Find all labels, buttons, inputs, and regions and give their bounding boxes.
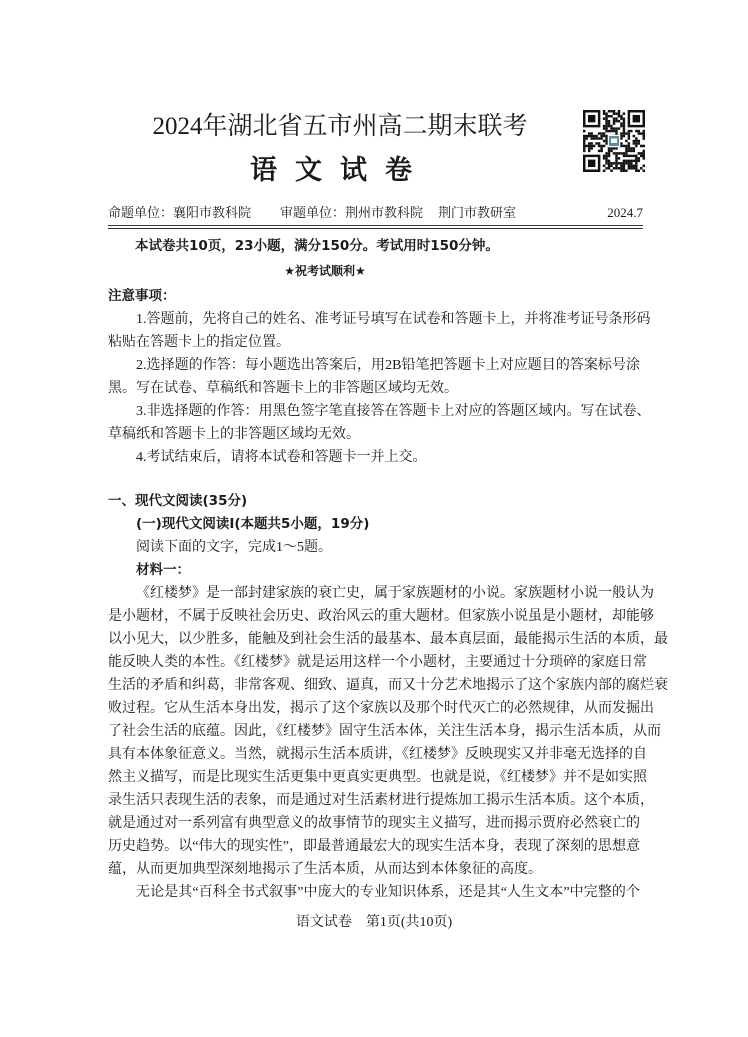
text-line: 《红楼梦》是一部封建家族的衰亡史，属于家族题材的小说。家族题材小说一般认为 [136, 586, 654, 601]
qr-code-icon [583, 110, 645, 172]
material-label: 材料一： [136, 562, 190, 578]
section-subtitle: (一)现代文阅读Ⅰ(本题共5小题，19分) [136, 516, 370, 532]
text-line: 具有本体象征意义。当然，就揭示生活本质讲，《红楼梦》反映现实又并非毫无选择的自 [108, 747, 647, 762]
text-line: 能反映人类的本性。《红楼梦》就是运用这样一个小题材，主要通过十分琐碎的家庭日常 [108, 655, 647, 670]
section-title: 一、现代文阅读(35分) [108, 493, 248, 509]
text-line: 无论是其“百科全书式叙事”中庞大的专业知识体系，还是其“人生文本”中完整的个 [136, 885, 640, 900]
exam-title: 2024年湖北省五市州高二期末联考 [152, 113, 528, 140]
text-line: 然主义描写，而是比现实生活更集中更真实更典型。也就是说，《红楼梦》并不是如实照 [108, 770, 647, 785]
divider [108, 228, 643, 229]
text-line: 历史趋势。以“伟大的现实性”，即最普通最宏大的现实生活本身，表现了深刻的思想意 [108, 839, 640, 854]
text-line: 黑。写在试卷、草稿纸和答题卡上的非答题区域均无效。 [108, 381, 458, 396]
text-line: 生活的矛盾和纠葛，非常客观、细致、逼真，而又十分艺术地揭示了这个家族内部的腐烂衰 [108, 678, 668, 693]
instruction: 阅读下面的文字，完成1～5题。 [136, 540, 332, 555]
text-line: 录生活只表现生活的表象，而是通过对生活素材进行提炼加工揭示生活本质。这个本质， [108, 793, 654, 808]
notice-heading: 注意事项： [108, 288, 176, 304]
reviewer-2: 荆门市教研室 [438, 205, 517, 220]
divider [108, 225, 643, 226]
text-line: 就是通过对一系列富有典型意义的故事情节的现实主义描写，进而揭示贾府必然衰亡的 [108, 816, 640, 831]
text-line: 4.考试结束后，请将本试卷和答题卡一并上交。 [136, 450, 427, 465]
text-line: 以小见大，以少胜多，能触及到社会生活的最基本、最本真层面，最能揭示生活的本质，最 [108, 632, 668, 647]
exam-subject: 语文试卷 [250, 155, 430, 186]
reading-section [108, 490, 668, 904]
text-line: 1.答题前，先将自己的姓名、准考证号填写在试卷和答题卡上，并将准考证号条形码 [136, 312, 651, 327]
exam-date: 2024.7 [607, 205, 643, 220]
text-line: 了社会生活的底蕴。因此，《红楼梦》固守生活本体，关注生活本身，揭示生活本质，从而 [108, 724, 661, 739]
text-line: 2.选择题的作答：每小题选出答案后，用2B铅笔把答题卡上对应题目的答案标号涂 [136, 358, 640, 373]
exam-info: 本试卷共10页，23小题，满分150分。考试用时150分钟。 [135, 238, 499, 254]
text-line: 败过程。它从生活本身出发，揭示了这个家族以及那个时代灭亡的必然规律，从而发掘出 [108, 701, 654, 716]
good-luck: ★祝考试顺利★ [284, 264, 366, 278]
text-line: 粘贴在答题卡上的指定位置。 [108, 335, 290, 350]
text-line: 3.非选择题的作答：用黑色签字笔直接答在答题卡上对应的答题区域内。写在试卷、 [136, 404, 651, 419]
reviewer: 审题单位：荆州市教科院 [280, 205, 424, 220]
text-line: 是小题材，不属于反映社会历史、政治风云的重大题材。但家族小说虽是小题材，却能够 [108, 609, 654, 624]
page-footer: 语文试卷 第1页(共10页) [295, 915, 453, 930]
notice-section [108, 285, 651, 469]
text-line: 草稿纸和答题卡上的非答题区域均无效。 [108, 427, 360, 442]
proposer: 命题单位：襄阳市教科院 [108, 205, 252, 220]
text-line: 蕴，从而更加典型深刻地揭示了生活本质，从而达到本体象征的高度。 [108, 862, 542, 877]
